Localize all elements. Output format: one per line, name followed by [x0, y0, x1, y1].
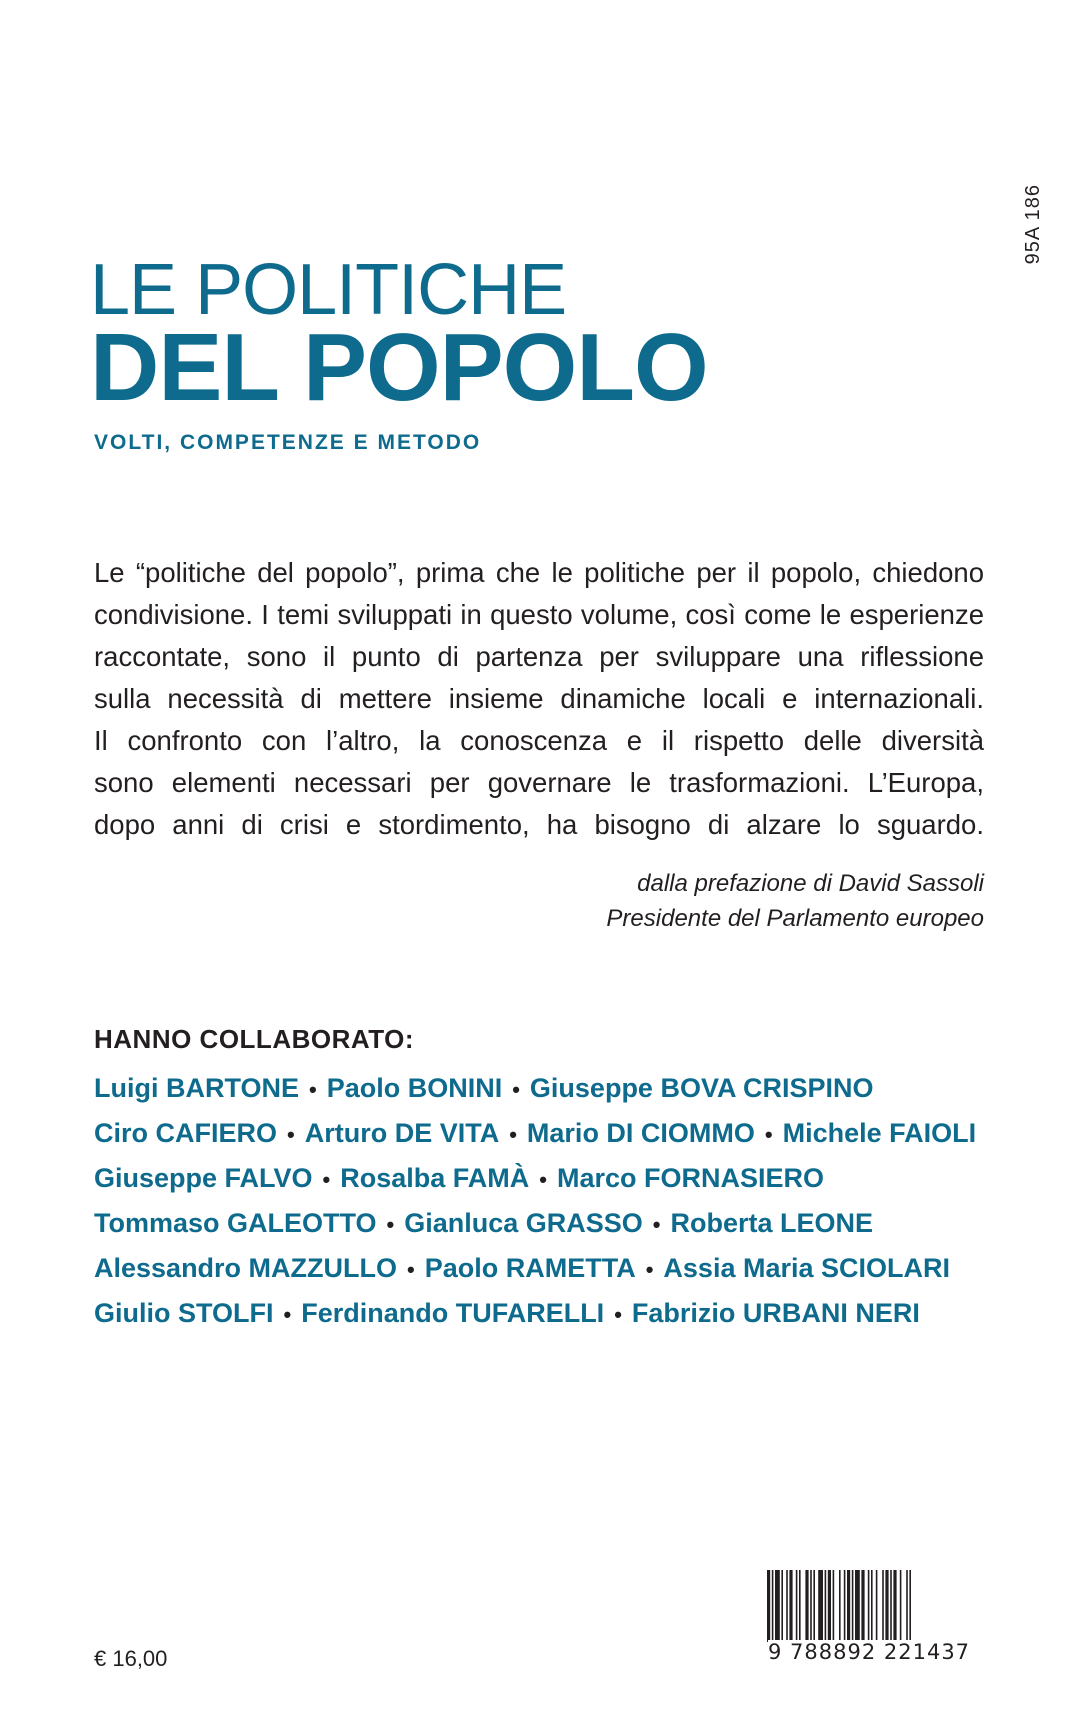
bullet-separator: •: [287, 1122, 295, 1147]
barcode-bar: [818, 1570, 823, 1642]
title-line-2: DEL POPOLO: [90, 314, 708, 421]
barcode-bar: [885, 1570, 888, 1642]
collaborators-row: [94, 1066, 976, 1111]
barcode-bar: [781, 1570, 783, 1642]
collaborators-row: [94, 1111, 976, 1156]
collaborators-row: [94, 1156, 976, 1201]
barcode-bar: [810, 1570, 812, 1642]
barcode-bars: [765, 1570, 980, 1642]
collaborators-list: [94, 1066, 976, 1336]
collaborator-name: Paolo RAMETTA: [424, 1253, 636, 1283]
barcode-bar: [825, 1570, 827, 1642]
blurb-line: raccontate, sono il punto di partenza per sviluppare una riflessione: [94, 641, 984, 672]
bullet-separator: •: [764, 1122, 773, 1147]
bullet-separator: •: [645, 1257, 654, 1282]
barcode-bar: [909, 1570, 911, 1642]
barcode-bar: [789, 1570, 792, 1642]
barcode-bar: [775, 1570, 780, 1642]
collaborator-name: Giuseppe BOVA CRISPINO: [529, 1073, 874, 1103]
collaborator-name: Paolo BONINI: [326, 1073, 503, 1103]
barcode-bar: [796, 1570, 798, 1642]
attribution-line-1: dalla prefazione di David Sassoli: [637, 870, 984, 897]
barcode-bar: [813, 1570, 815, 1642]
blurb-line: Il confronto con l’altro, la conoscenza e il rispetto delle diversità: [94, 725, 984, 756]
barcode-bar: [871, 1570, 873, 1642]
attribution: [606, 866, 984, 936]
blurb-line: sulla necessità di mettere insieme dinamiche locali e internazionali.: [94, 683, 984, 714]
price: € 16,00: [94, 1646, 168, 1671]
barcode-bar: [828, 1570, 831, 1642]
collaborator-name: Fabrizio URBANI NERI: [631, 1298, 920, 1328]
bullet-separator: •: [386, 1212, 395, 1237]
collaborator-name: Tommaso GALEOTTO: [94, 1208, 377, 1238]
collaborators-row: [94, 1291, 976, 1336]
blurb-line: dopo anni di crisi e stordimento, ha bisogno di alzare lo sguardo.: [94, 809, 984, 840]
collaborator-name: Gianluca GRASSO: [404, 1208, 643, 1238]
collaborator-name: Assia Maria SCIOLARI: [663, 1253, 951, 1283]
collaborator-name: Rosalba FAMÀ: [340, 1163, 530, 1193]
bullet-separator: •: [509, 1122, 517, 1147]
collaborator-name: Arturo DE VITA: [304, 1118, 500, 1148]
title-line-1: LE POLITICHE: [90, 250, 567, 330]
barcode-bar: [833, 1570, 835, 1642]
collaborators-row: [94, 1201, 976, 1246]
bullet-separator: •: [614, 1302, 622, 1327]
barcode-bar: [861, 1570, 864, 1642]
bullet-separator: •: [283, 1302, 292, 1327]
barcode-bar: [906, 1570, 908, 1642]
collaborator-name: Giulio STOLFI: [94, 1298, 274, 1328]
barcode-bar: [893, 1570, 896, 1642]
blurb-line: condivisione. I temi sviluppati in questo volume, così come le esperienze: [94, 599, 984, 630]
barcode-bar: [890, 1570, 892, 1642]
collaborator-name: Marco FORNASIERO: [556, 1163, 825, 1193]
collaborator-name: Ferdinando TUFARELLI: [301, 1298, 605, 1328]
barcode-bar: [767, 1570, 770, 1642]
isbn-digits: 9 788892 221437: [768, 1640, 971, 1664]
barcode-bar: [855, 1570, 860, 1642]
bullet-separator: •: [322, 1167, 331, 1192]
barcode-bar: [847, 1570, 850, 1642]
series-code: 95A 186: [1022, 184, 1044, 265]
collaborators-heading: HANNO COLLABORATO:: [94, 1024, 415, 1054]
barcode-bar: [786, 1570, 788, 1642]
collaborator-name: Giuseppe FALVO: [94, 1163, 313, 1193]
barcode-bar: [805, 1570, 808, 1642]
barcode-bar: [852, 1570, 854, 1642]
barcode-bar: [876, 1570, 878, 1642]
blurb-line: Le “politiche del popolo”, prima che le politiche per il popolo, chiedono: [94, 557, 984, 588]
attribution-line-2: Presidente del Parlamento europeo: [606, 905, 984, 932]
bullet-separator: •: [407, 1257, 415, 1282]
blurb-paragraph: [94, 552, 984, 846]
barcode-bar: [844, 1570, 846, 1642]
subtitle: VOLTI, COMPETENZE E METODO: [94, 431, 482, 454]
barcode-bar: [900, 1570, 902, 1642]
bullet-separator: •: [512, 1077, 520, 1102]
bullet-separator: •: [309, 1077, 317, 1102]
barcode-bar: [882, 1570, 884, 1642]
collaborator-name: Alessandro MAZZULLO: [94, 1253, 398, 1283]
barcode-bar: [799, 1570, 801, 1642]
collaborator-name: Luigi BARTONE: [94, 1073, 299, 1103]
collaborator-name: Ciro CAFIERO: [94, 1118, 278, 1148]
barcode-bar: [772, 1570, 774, 1642]
collaborator-name: Roberta LEONE: [670, 1208, 874, 1238]
blurb-line: sono elementi necessari per governare le trasformazioni. L’Europa,: [94, 767, 984, 798]
collaborators-row: [94, 1246, 976, 1291]
collaborator-name: Mario DI CIOMMO: [526, 1118, 755, 1148]
collaborator-name: Michele FAIOLI: [782, 1118, 977, 1148]
bullet-separator: •: [539, 1167, 547, 1192]
bullet-separator: •: [652, 1212, 661, 1237]
barcode-bar: [839, 1570, 841, 1642]
barcode-bar: [868, 1570, 870, 1642]
